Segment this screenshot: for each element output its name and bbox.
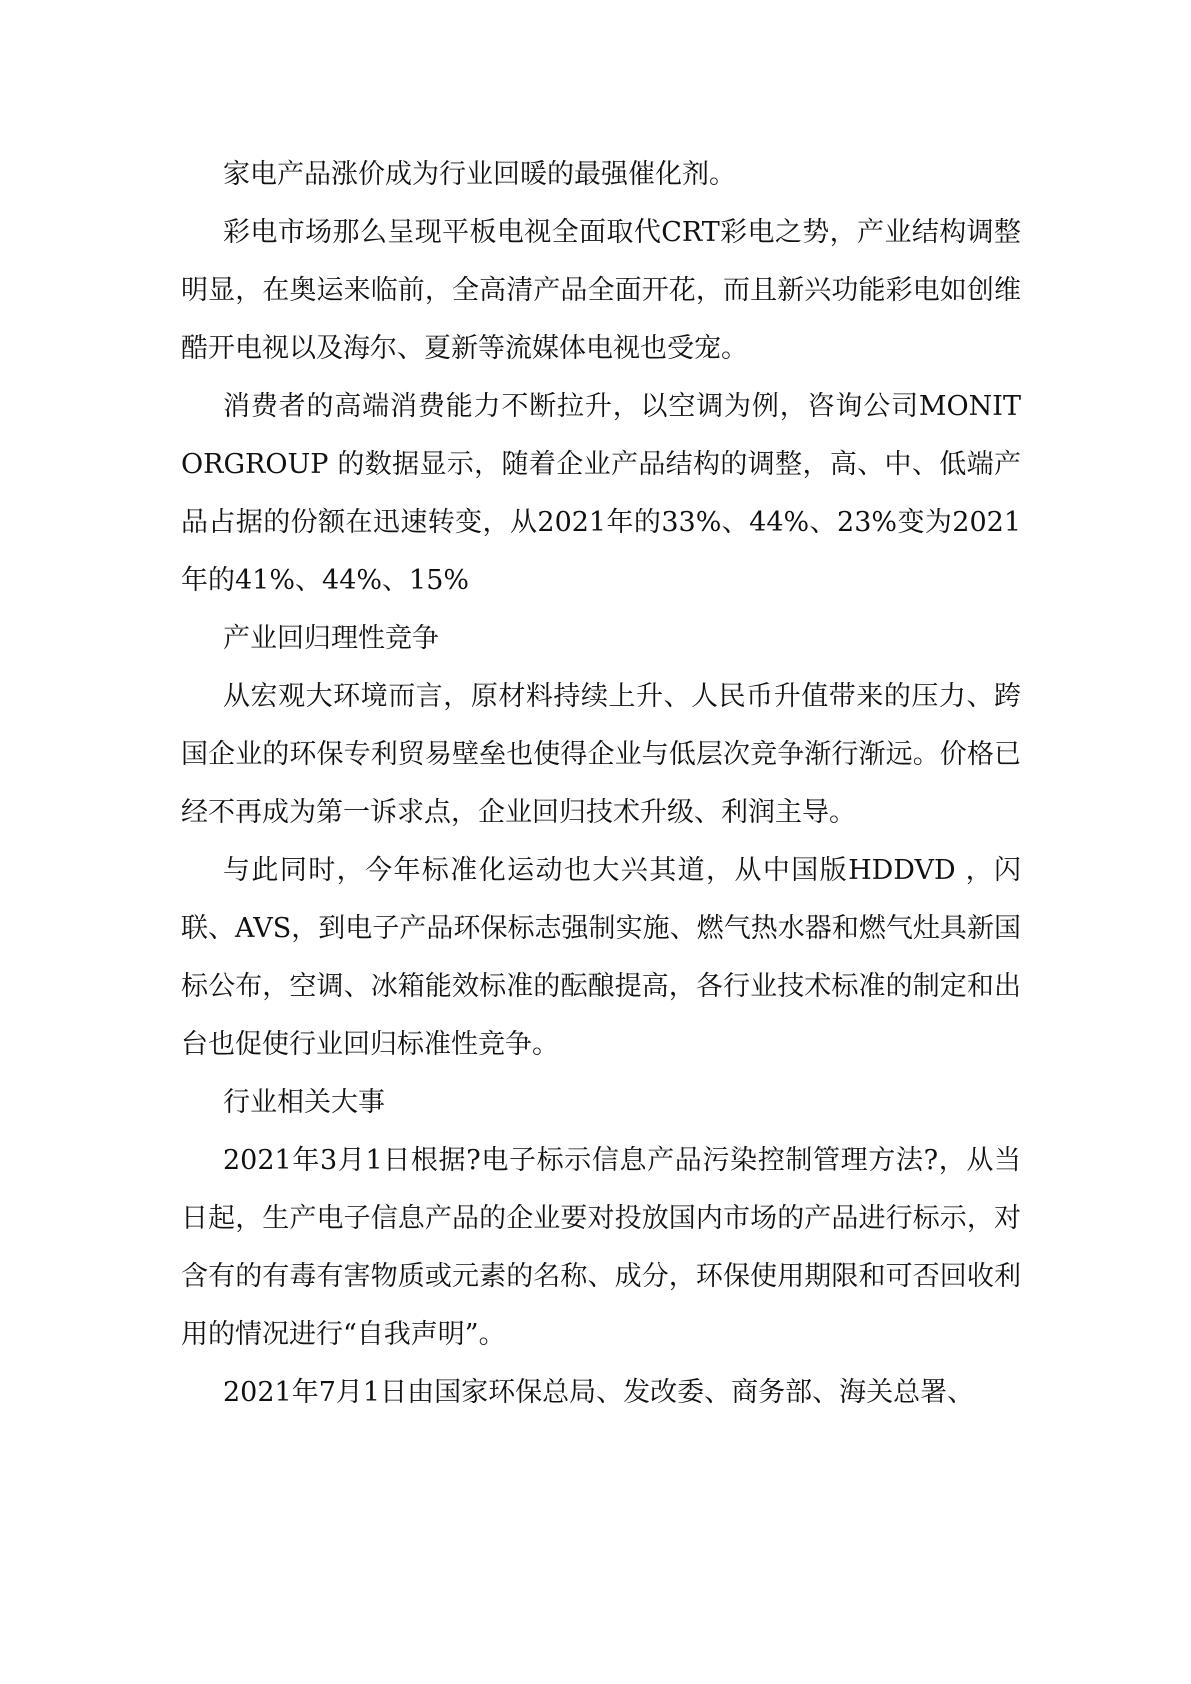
- paragraph-july-regulation: 2021年7月1日由国家环保总局、发改委、商务部、海关总署、: [223, 1377, 975, 1408]
- section-heading-industry-events: 行业相关大事: [223, 1087, 385, 1118]
- paragraph-march-regulation: 2021年3月1日根据?电子标示信息产品污染控制管理方法?，从当日起，生产电子信息产品的企业要对投放国内市场的产品进行标示，对含有的有毒有害物质或元素的名称、成分，环保使用期限和可否回收利用的情况进行“自我声明”。: [181, 1145, 1021, 1350]
- section-heading-rational-competition: 产业回归理性竞争: [223, 623, 439, 654]
- paragraph-standardization: 与此同时，今年标准化运动也大兴其道，从中国版HDDVD ，闪联、AVS，到电子产品环保标志强制实施、燃气热水器和燃气灶具新国标公布，空调、冰箱能效标准的酝酿提高，各行业技术标准的制定和出台也促使行业回归标准性竞争。: [181, 855, 1021, 1060]
- document-body: [181, 146, 1021, 1422]
- paragraph-color-tv-market: 彩电市场那么呈现平板电视全面取代CRT彩电之势，产业结构调整明显，在奥运来临前，全高清产品全面开花，而且新兴功能彩电如创维酷开电视以及海尔、夏新等流媒体电视也受宠。: [181, 217, 1021, 364]
- paragraph-macro-environment: 从宏观大环境而言，原材料持续上升、人民币升值带来的压力、跨国企业的环保专利贸易壁垒也使得企业与低层次竞争渐行渐远。价格已经不再成为第一诉求点，企业回归技术升级、利润主导。: [181, 681, 1021, 828]
- paragraph-high-end-consumption: 消费者的高端消费能力不断拉升，以空调为例，咨询公司MONITORGROUP 的数据显示，随着企业产品结构的调整，高、中、低端产品占据的份额在迅速转变，从2021年的33%、44%、23%变为2021年的41%、44%、15%: [181, 391, 1021, 596]
- paragraph-price-rise: 家电产品涨价成为行业回暖的最强催化剂。: [223, 159, 736, 190]
